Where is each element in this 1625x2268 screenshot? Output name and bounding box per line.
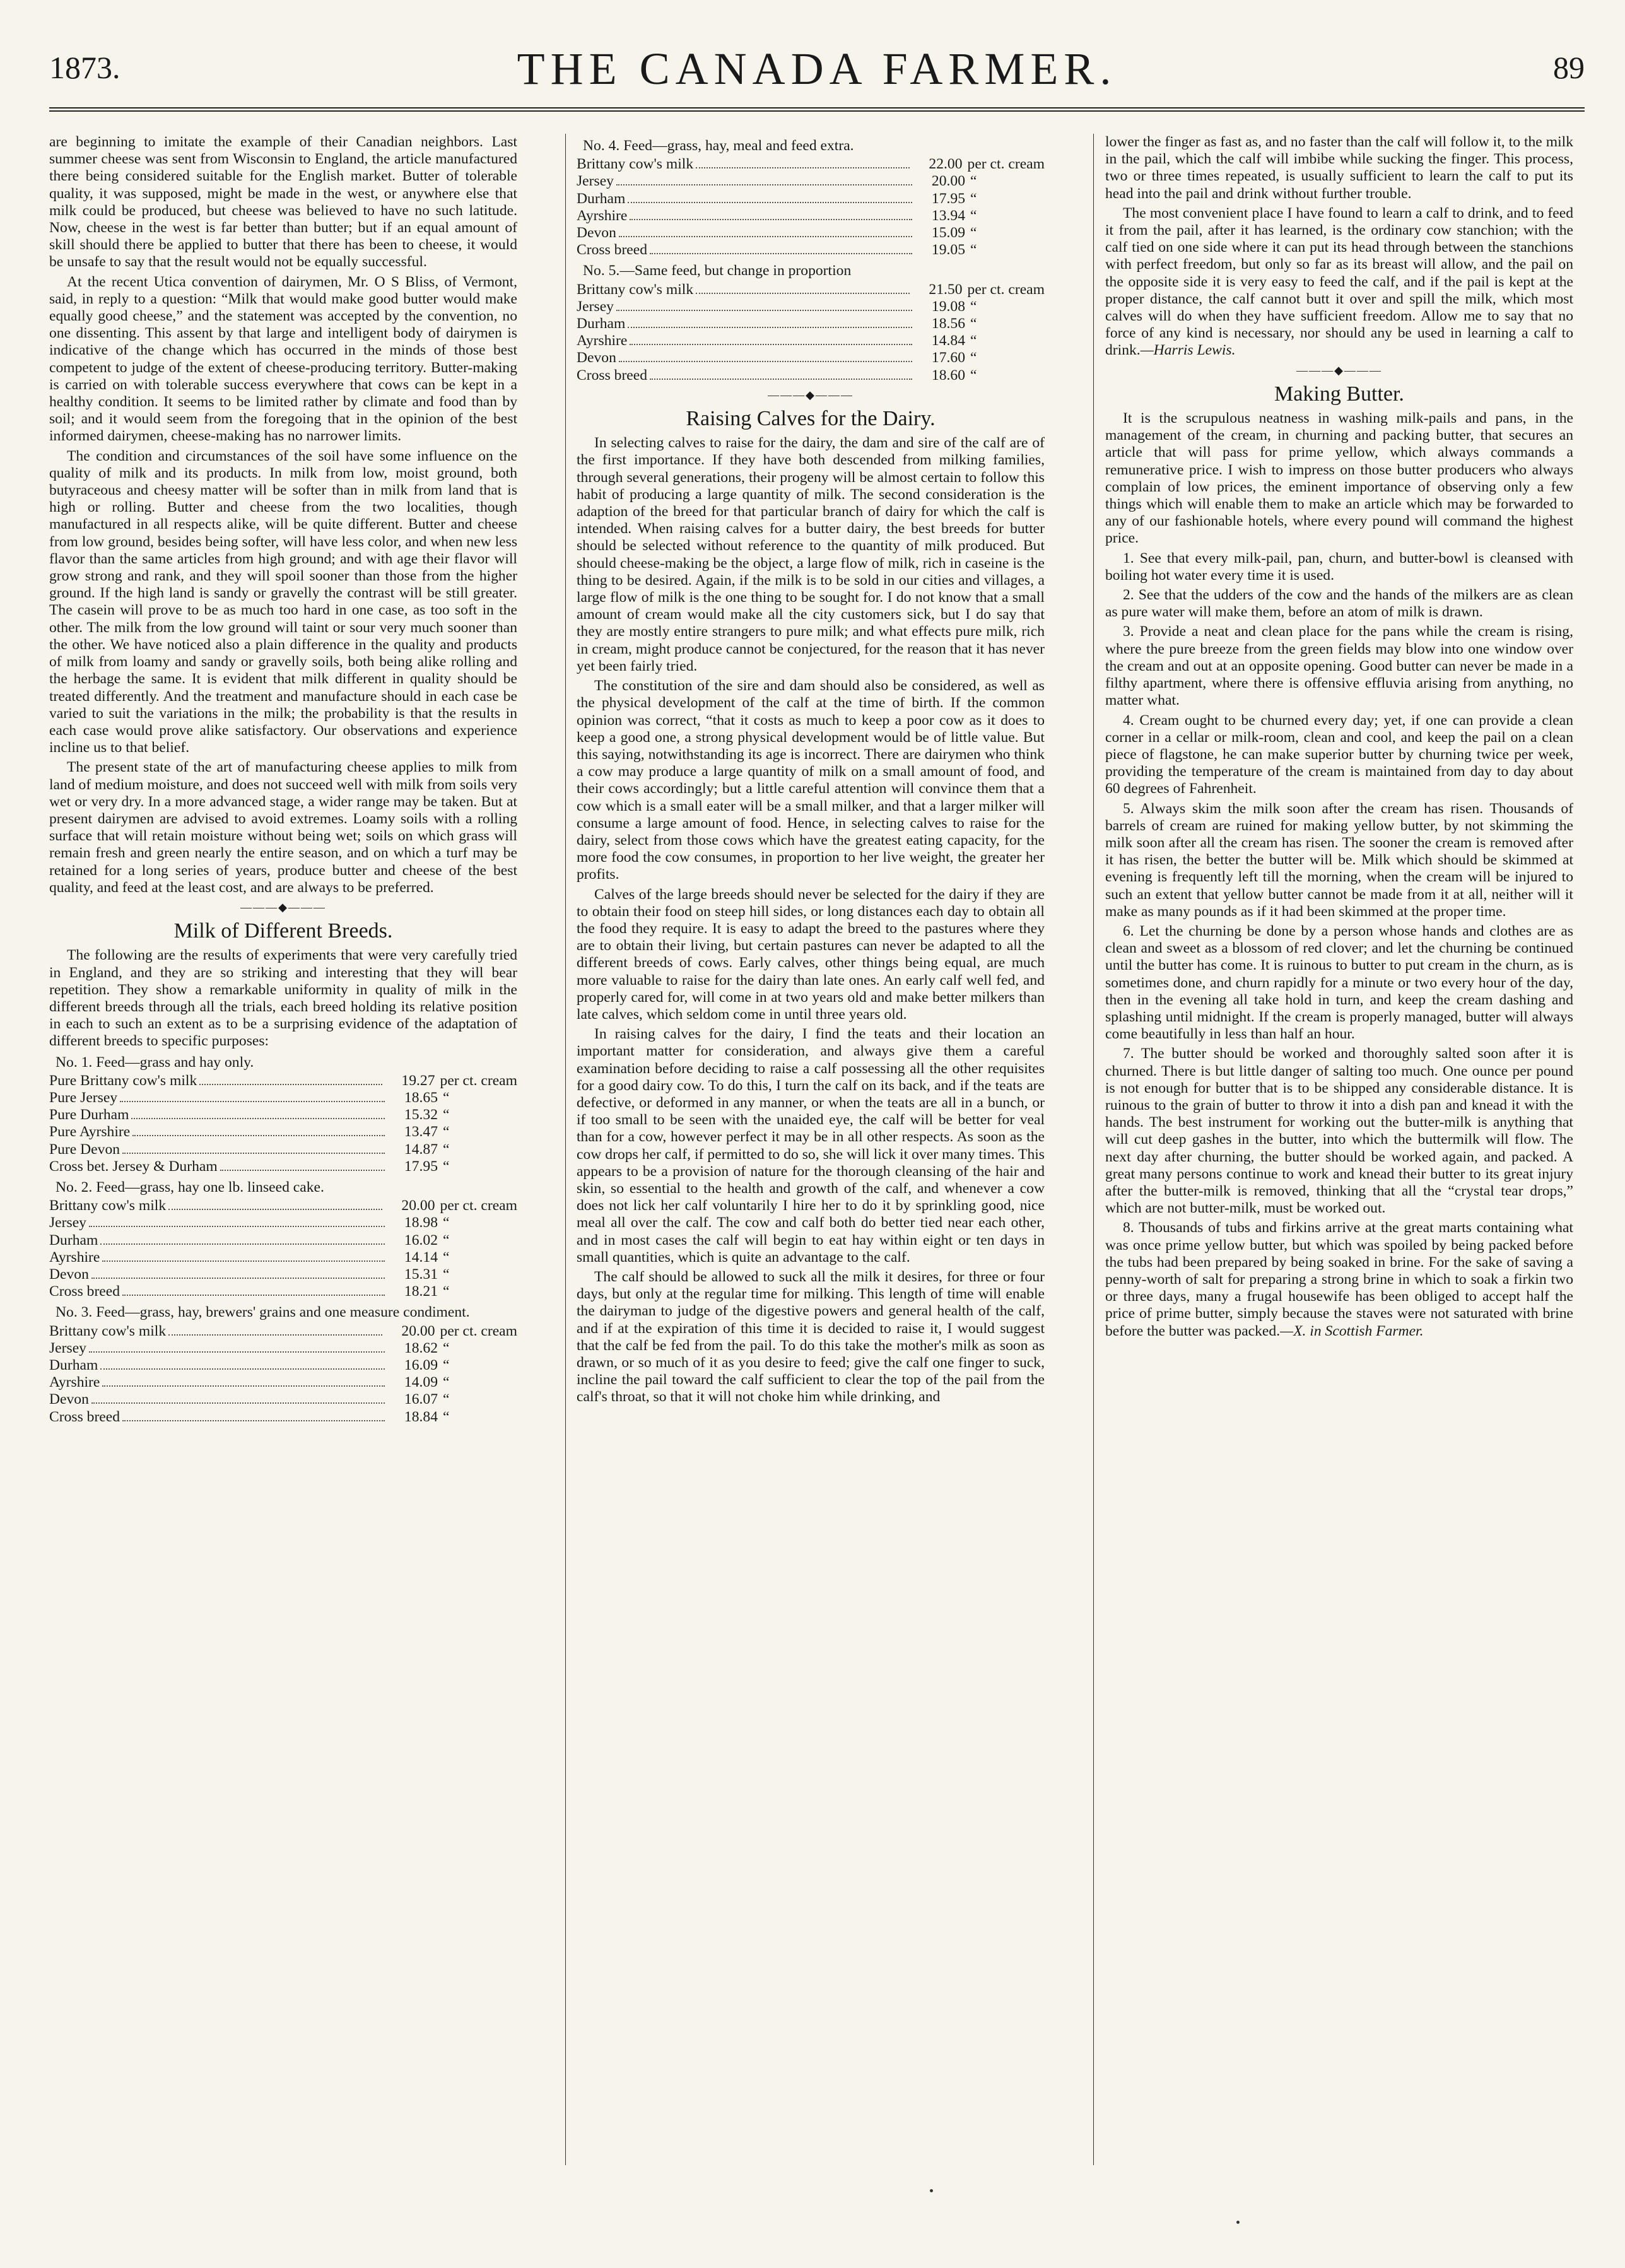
dot-leader — [628, 202, 912, 203]
breed-name: Cross breed — [577, 367, 648, 384]
dot-leader — [122, 1295, 385, 1296]
cream-percent: 15.09 — [931, 225, 965, 242]
feed-heading: No. 5.—Same feed, but change in proportion — [583, 262, 852, 279]
column-divider — [565, 134, 566, 2165]
cream-percent: 20.00 — [401, 1197, 435, 1214]
article-paragraph: The constitution of the sire and dam should also be considered, as well as the physical development of the calf at the time of birth. If the common opinion was correct, “that it costs as much to keep a poor cow as it does to keep a good one, a strong physical development would be of little value. But this saying, notwithstanding its age is incorrect. There are dairymen who think a cow may produce a large quantity of milk on a small amount of food, and their cows accordingly; but a little careful attention will convince them that a cow which is a small eater will be a small milker, and that a larger milker will consume a large amount of food. Hence, in selecting calves to raise for the dairy, select from those cows which have the greatest eating capacity, for the more food the cow consumes, in proportion to her live weight, the greater her profits. — [577, 678, 1045, 883]
cream-row — [577, 225, 1045, 242]
cream-row — [49, 1323, 517, 1340]
dot-leader — [650, 379, 912, 380]
dot-leader — [168, 1209, 382, 1210]
cream-row — [49, 1340, 517, 1357]
dot-leader — [696, 293, 909, 294]
cream-row — [49, 1391, 517, 1408]
breed-name: Jersey — [577, 173, 614, 190]
cream-unit: “ — [443, 1339, 450, 1356]
cream-percent: 18.65 — [404, 1089, 438, 1106]
print-speck — [930, 2189, 933, 2192]
breed-name: Devon — [49, 1391, 89, 1408]
breed-name: Cross breed — [577, 242, 648, 259]
section-heading-butter: Making Butter. — [1274, 382, 1404, 406]
cream-percent: 15.31 — [404, 1266, 438, 1283]
dot-leader — [122, 1153, 385, 1154]
dot-leader — [100, 1243, 385, 1245]
article-paragraph: The calf should be allowed to suck all the milk it desires, for three or four days, but only at the regular time for milking. This length of time will enable the dairyman to judge of the digestive powers and general health of the calf, and if at the expiration of this time it is decided to raise it, I would suggest that the calf be fed from the pail. To do this take the mother's milk as soon as drawn, or so much of it as you desire to feed; give the calf one finger to suck, incline the pail toward the calf sufficient to clear the top of the pail from the calf's throat, so that it will not choke him while drinking, and — [577, 1269, 1045, 1406]
breed-name: Brittany cow's milk — [49, 1322, 167, 1339]
cream-row — [49, 1197, 517, 1214]
dot-leader — [630, 219, 912, 220]
section-ornament: ———◆——— — [1296, 363, 1382, 377]
breed-name: Ayrshire — [49, 1374, 100, 1391]
cream-percent: 16.07 — [404, 1391, 438, 1408]
dot-leader — [120, 1101, 385, 1102]
feed-heading: No. 1. Feed—grass and hay only. — [56, 1054, 254, 1071]
cream-unit: “ — [443, 1391, 450, 1408]
breed-name: Pure Durham — [49, 1107, 129, 1124]
cream-tables — [577, 138, 1045, 384]
dot-leader — [220, 1170, 385, 1171]
breed-name: Cross breed — [49, 1283, 120, 1300]
breed-name: Durham — [49, 1357, 98, 1374]
breed-name: Ayrshire — [49, 1249, 100, 1266]
breed-name: Cross bet. Jersey & Durham — [49, 1158, 218, 1175]
rule-text: 8. Thousands of tubs and firkins arrive at the great marts containing what was once prime yellow butter, but which was spoiled by being packed before the tubs had been prepared by being soaked in brine. For the sake of saving a penny-worth of salt for preparing a strong brine in which to soak a firkin two or three days, many a frugal housewife has been obliged to accept half the price of prime butter, simply because the staves were not saturated with brine before the butter was packed. — [1105, 1219, 1573, 1339]
article-paragraph — [1105, 205, 1573, 360]
masthead-title: THE CANADA FARMER. — [517, 44, 1117, 94]
breed-name: Jersey — [49, 1214, 86, 1231]
cream-percent: 15.32 — [404, 1107, 438, 1124]
numbered-rule: 3. Provide a neat and clean place for the pans while the cream is rising, where the pure breeze from the green fields may blow into one window over the cream and out at an opposite opening. Good butter can never be made in a filthy apartment, where there is offensive effluvia arising from anything, no matter what. — [1105, 623, 1573, 709]
cream-row — [49, 1124, 517, 1141]
cream-row — [49, 1158, 517, 1175]
cream-unit: “ — [443, 1089, 450, 1106]
cream-row — [577, 332, 1045, 350]
cream-percent: 16.09 — [404, 1357, 438, 1374]
cream-percent: 22.00 — [929, 156, 963, 173]
cream-percent: 17.95 — [404, 1158, 438, 1175]
cream-row — [577, 281, 1045, 298]
article-paragraph: The condition and circumstances of the soil have some influence on the quality of milk and its products. In milk from low, moist ground, both butyraceous and cheesy matter will be softer than in milk from land that is high or rolling. Butter and cheese from the two localities, though manufactured in all respects alike, will be quite different. Butter and cheese from low ground, besides being softer, will have less color, and when new less flavor than the same articles from high ground; and with age their flavor will grow strong and rank, and they will spoil sooner than those from the higher ground. If the high land is sandy or gravelly the contrast will be still greater. The casein will prove to be as much too hard in one case, as too soft in the other. The milk from the low ground will taint or sour very much sooner than the other. We have noticed also a plain difference in the quality and products of milk from loamy and sandy or gravelly soils, both being alike rolling and the herbage the same. It is evident that milk different in quality should be treated differently. And the treatment and manufacture should in each case be varied to suit the variations in the milk; the probability is that the results in each case would prove alike satisfactory. Our observations and experience incline us to that belief. — [49, 447, 517, 756]
numbered-rule: 4. Cream ought to be churned every day; yet, if one can provide a clean corner in a cellar or milk-room, clean and cool, and keep the pail on a clean piece of flagstone, he can make superior butter by churning twice per week, providing the temperature of the cream is maintained from day to day about 60 degrees of Fahrenheit. — [1105, 712, 1573, 797]
dot-leader — [619, 361, 912, 362]
column-divider — [1093, 134, 1094, 2165]
cream-unit: “ — [970, 350, 977, 367]
cream-row — [49, 1141, 517, 1158]
article-paragraph: In selecting calves to raise for the dairy, the dam and sire of the calf are of the first importance. If they have both descended from milking families, through several generations, their progeny will be almost certain to follow this habit of producing a large quantity of milk. The second consideration is the adaption of the breed for that particular branch of dairy for which the calf is intended. When raising calves for a butter dairy, the best breeds for butter should be selected without reference to the quantity of milk produced. But should cheese-making be the object, a large flow of milk, rich in caseine is the thing to be desired. Again, if the milk is to be sold in our cities and villages, a large flow of milk is the one thing to be sought for. I do not know that a small amount of cream would make all the city customers sick, but I do say that they are mostly entire strangers to pure milk; and what effects pure milk, rich in cream, might produce cannot be conjectured, for the reason that it has never yet been fairly tried. — [577, 435, 1045, 674]
cream-row — [49, 1232, 517, 1249]
header-rule — [49, 107, 1585, 112]
cream-percent: 18.84 — [404, 1408, 438, 1425]
cream-row — [49, 1409, 517, 1426]
cream-row — [577, 350, 1045, 367]
breed-name: Jersey — [577, 298, 614, 315]
cream-unit: “ — [970, 367, 977, 384]
cream-row — [577, 208, 1045, 225]
breed-name: Brittany cow's milk — [577, 156, 694, 173]
cream-unit: “ — [443, 1266, 450, 1283]
numbered-rule: 6. Let the churning be done by a person whose hands and clothes are as clean and sweet as a blossom of red clover; and let the churning be continued until the butter has come. It is ruinous to butter to put cream in the churn, as is sometimes done, and churn rapidly for a minute or two every hour of the day, then in the evening all take hold in turn, and keep the cream dashing and splashing until midnight. If the cream is properly managed, butter will always come beautifully in less than half an hour. — [1105, 922, 1573, 1043]
cream-percent: 14.14 — [404, 1249, 438, 1266]
cream-row — [49, 1090, 517, 1107]
dot-leader — [131, 1118, 385, 1119]
article-paragraph: The following are the results of experiments that were very carefully tried in England, and they are so striking and interesting that they will bear repetition. They show a remarkable uniformity in quality of milk in the different breeds through all the trials, each breed holding its relative position in each to such an extent as to be a surprising evidence of the adaptation of different breeds to specific purposes: — [49, 947, 517, 1050]
cream-unit: “ — [970, 332, 977, 350]
cream-percent: 14.87 — [404, 1141, 438, 1158]
cream-unit: per ct. cream — [967, 156, 1045, 173]
cream-row — [49, 1107, 517, 1124]
column-2 — [577, 134, 1045, 1409]
section-ornament: ———◆——— — [240, 900, 326, 914]
dot-leader — [650, 253, 912, 254]
cream-unit: “ — [443, 1283, 450, 1300]
numbered-rule — [1105, 1219, 1573, 1339]
numbered-rule: 2. See that the udders of the cow and the hands of the milkers are as clean as pure water will make them, before an atom of milk is drawn. — [1105, 587, 1573, 621]
cream-percent: 13.47 — [404, 1124, 438, 1141]
cream-unit: “ — [970, 315, 977, 332]
breed-name: Cross breed — [49, 1408, 120, 1425]
column-3 — [1105, 134, 1573, 1343]
cream-row — [49, 1357, 517, 1374]
cream-row — [49, 1214, 517, 1231]
cream-unit: per ct. cream — [440, 1197, 517, 1214]
page-header — [49, 32, 1585, 105]
page-number: 89 — [1553, 50, 1585, 85]
dot-leader — [168, 1334, 382, 1336]
cream-row — [49, 1283, 517, 1300]
breed-name: Devon — [577, 225, 616, 242]
cream-percent: 18.62 — [404, 1339, 438, 1356]
feed-heading: No. 2. Feed—grass, hay one lb. linseed cake. — [56, 1178, 324, 1196]
breed-name: Ayrshire — [577, 332, 628, 350]
cream-row — [49, 1249, 517, 1266]
breed-name: Ayrshire — [577, 207, 628, 224]
dot-leader — [89, 1351, 385, 1353]
cream-row — [577, 298, 1045, 315]
dot-leader — [696, 167, 909, 168]
cream-percent: 20.00 — [401, 1322, 435, 1339]
cream-percent: 14.09 — [404, 1374, 438, 1391]
cream-row — [577, 191, 1045, 208]
cream-unit: “ — [443, 1158, 450, 1175]
cream-percent: 17.60 — [931, 350, 965, 367]
cream-unit: “ — [443, 1107, 450, 1124]
cream-percent: 19.05 — [931, 242, 965, 259]
cream-unit: “ — [443, 1374, 450, 1391]
breed-name: Pure Ayrshire — [49, 1124, 131, 1141]
cream-unit: “ — [443, 1408, 450, 1425]
dot-leader — [102, 1260, 385, 1262]
author-signature: —X. in Scottish Farmer. — [1280, 1322, 1424, 1339]
cream-percent: 19.08 — [931, 298, 965, 315]
article-paragraph: Calves of the large breeds should never be selected for the dairy if they are to obtain their food on steep hill sides, or long distances each day to obtain all the food they require. It is easy to adapt the breed to the pastures where they are to obtain their living, but certain pastures can never be adapted to all the different breeds of cows. Early calves, other things being equal, are much more valuable to raise for the dairy than late ones. An early calf well fed, and properly cared for, will come in at two years old and make better milkers than late calves, which seldom come in until three years old. — [577, 886, 1045, 1023]
cream-percent: 14.84 — [931, 332, 965, 350]
cream-percent: 21.50 — [929, 281, 963, 298]
cream-unit: “ — [443, 1141, 450, 1158]
cream-row — [577, 315, 1045, 332]
dot-leader — [122, 1420, 385, 1421]
numbered-rule: 5. Always skim the milk soon after the cream has risen. Thousands of barrels of cream are ruined for making yellow butter, by not skimming the milk soon after all the cream has risen. The sooner the cream is removed after it has risen, the better the butter will be. Milk which should be skimmed at evening is frequently left till the morning, when the cream will be injured to such an extent that yellow butter cannot be made from it at all, neither will it make as many pounds as if it had been skimmed at the proper time. — [1105, 800, 1573, 920]
feed-heading: No. 3. Feed—grass, hay, brewers' grains and one measure condiment. — [56, 1304, 470, 1321]
cream-unit: “ — [970, 190, 977, 207]
cream-unit: “ — [970, 298, 977, 315]
article-paragraph: are beginning to imitate the example of their Canadian neighbors. Last summer cheese was sent from Wisconsin to England, the article manufactured there being considered suitable for the English market. Butter of tolerable quality, it was supposed, might be made in the west, or anywhere else that milk could be produced, but cheese was believed to have no such latitude. Now, cheese in the west is far better than butter; but if an equal amount of skill should there be applied to butter that there has been to cheese, it would be unsafe to say that the result would not be equally successful. — [49, 134, 517, 271]
cream-percent: 19.27 — [401, 1072, 435, 1089]
paragraph-text: The most convenient place I have found to learn a calf to drink, and to feed it from the pail, after it has learned, is the ordinary cow stanchion; with the calf tied on one side where it can put its head through between the stanchions with perfect freedom, but only so far as its breast will allow, and the pail on the opposite side it is very easy to feed the calf, and if the pail is kept at the proper distance, the calf cannot butt it over and spill the milk, which most calves will do when they have sufficient freedom. Allow me to say that no force of any kind is necessary, nor should any be used in learning a calf to drink. — [1105, 204, 1573, 359]
numbered-rule: 7. The butter should be worked and thoroughly salted soon after it is churned. There is but little danger of salting too much. One ounce per pound is not enough for butter that is to be shipped any considerable distance. It is ruinous to the grain of butter to throw it into a dish pan and knead it with the hands. The best instrument for working out the butter-milk is anything that will cut deep gashes in the butter, into which the buttermilk will flow. The next day after churning, the butter should be worked again, and packed. A great many persons continue to work and knead their butter to its great injury after the butter-milk is removed, thinking that all the “crystal tear drops,” which are not butter-milk, must be worked out. — [1105, 1045, 1573, 1217]
dot-leader — [91, 1278, 385, 1279]
header-year: 1873. — [49, 50, 120, 85]
cream-unit: “ — [443, 1214, 450, 1231]
cream-row — [577, 156, 1045, 173]
breed-name: Devon — [577, 350, 616, 367]
cream-row — [49, 1072, 517, 1090]
article-paragraph: The present state of the art of manufacturing cheese applies to milk from land of medium moisture, and does not succeed well with milk from soils very wet or very dry. In a more advanced stage, a wider range may be taken. But at present dairymen are advised to avoid extremes. Loamy soils with a rolling surface that will retain moisture without being wet; soils on which grass will remain fresh and green nearly the entire season, and on which a turf may be retained for a long series of years, produce butter and cheese of the best quality, and feed at the least cost, and are always to be preferred. — [49, 759, 517, 896]
section-heading-calves: Raising Calves for the Dairy. — [686, 407, 936, 431]
cream-unit: “ — [970, 173, 977, 190]
cream-percent: 20.00 — [931, 173, 965, 190]
cream-unit: “ — [970, 242, 977, 259]
breed-name: Durham — [577, 190, 626, 207]
cream-unit: per ct. cream — [440, 1072, 517, 1089]
breed-name: Pure Jersey — [49, 1089, 118, 1106]
cream-unit: “ — [443, 1124, 450, 1141]
breed-name: Jersey — [49, 1339, 86, 1356]
cream-percent: 18.56 — [931, 315, 965, 332]
cream-unit: “ — [443, 1249, 450, 1266]
article-paragraph: lower the finger as fast as, and no faster than the calf will follow it, to the milk in the pail, which the calf will imbibe while sucking the finger. This process, two or three times repeated, is usually sufficient to learn the calf to put its head into the pail and drink without further trouble. — [1105, 134, 1573, 202]
feed-heading: No. 4. Feed—grass, hay, meal and feed extra. — [583, 138, 854, 154]
numbered-rule: 1. See that every milk-pail, pan, churn, and butter-bowl is cleansed with boiling hot water every time it is used. — [1105, 549, 1573, 584]
cream-tables — [49, 1054, 517, 1426]
cream-row — [49, 1374, 517, 1391]
print-speck — [1236, 2221, 1240, 2224]
dot-leader — [628, 327, 912, 328]
cream-unit: “ — [443, 1231, 450, 1249]
cream-row — [49, 1266, 517, 1283]
section-heading-milk: Milk of Different Breeds. — [173, 919, 393, 943]
cream-unit: “ — [443, 1357, 450, 1374]
cream-percent: 17.95 — [931, 190, 965, 207]
article-paragraph: It is the scrupulous neatness in washing milk-pails and pans, in the management of the cream, in churning and packing butter, that secures an article that will pass for prime yellow, which always commands a remunerative price. I wish to impress on those butter producers who always complain of low prices, the eminent importance of observing only a few things which will enable them to make an article which may be forwarded to any of our fashionable hotels, where every pound will command the highest price. — [1105, 410, 1573, 547]
section-ornament: ———◆——— — [768, 388, 854, 401]
breed-name: Durham — [577, 315, 626, 332]
breed-name: Pure Devon — [49, 1141, 120, 1158]
dot-leader — [132, 1135, 385, 1136]
dot-leader — [91, 1402, 385, 1404]
cream-unit: “ — [970, 225, 977, 242]
breed-name: Brittany cow's milk — [577, 281, 694, 298]
cream-percent: 18.98 — [404, 1214, 438, 1231]
cream-percent: 13.94 — [931, 207, 965, 224]
cream-unit: per ct. cream — [440, 1322, 517, 1339]
article-paragraph: In raising calves for the dairy, I find the teats and their location an important matter for consideration, and always give them a careful examination before deciding to raise a calf possessing all the other requisites for a good dairy cow. To do this, I turn the calf on its back, and if the teats are defective, or deformed in any manner, or when the teats are all in a bunch, or if too small to be seen with the unaided eye, the calf will be better for veal than for a cow, however perfect it may be in all other respects. As soon as the cow drops her calf, if permitted to do so, she will lick it over many times. This appears to be a provision of nature for the thorough cleansing of the hair and skin, so essential to the health and growth of the calf, and whenever a cow does not lick her calf voluntarily I hire her to do it by sprinkling good, nice meal all over the calf. The cow and calf both do better tied near each other, and in most cases the calf will begin to eat hay within eight or ten days in small quantities, which is quite an advantage to the calf. — [577, 1026, 1045, 1266]
author-signature: —Harris Lewis. — [1140, 342, 1236, 359]
dot-leader — [100, 1368, 385, 1370]
dot-leader — [616, 310, 912, 311]
dot-leader — [102, 1385, 385, 1387]
breed-name: Pure Brittany cow's milk — [49, 1072, 197, 1089]
cream-unit: per ct. cream — [967, 281, 1045, 298]
cream-percent: 18.21 — [404, 1283, 438, 1300]
cream-row — [577, 173, 1045, 190]
dot-leader — [619, 236, 912, 237]
dot-leader — [616, 184, 912, 185]
dot-leader — [89, 1226, 385, 1227]
dot-leader — [199, 1084, 382, 1085]
breed-name: Durham — [49, 1231, 98, 1249]
column-1 — [49, 134, 517, 1426]
cream-unit: “ — [970, 207, 977, 224]
article-paragraph: At the recent Utica convention of dairymen, Mr. O S Bliss, of Vermont, said, in reply to a question: “Milk that would make good butter would make equally good cheese,” and the statement was accepted by the convention, no one dissenting. This assent by that large and intelligent body of dairymen is indicative of the change which has occurred in the minds of those best competent to judge of the extent of cheese-producing territory. Butter-making is carried on with tolerable success everywhere that cows can be kept in a healthy condition. It seems to be limited rather by climate and food than by soil; and it would seem from the foregoing that in the opinion of the best informed dairymen, cheese-making has no narrower limits. — [49, 273, 517, 445]
cream-percent: 16.02 — [404, 1231, 438, 1249]
dot-leader — [630, 344, 912, 345]
cream-row — [577, 367, 1045, 384]
breed-name: Brittany cow's milk — [49, 1197, 167, 1214]
cream-percent: 18.60 — [931, 367, 965, 384]
breed-name: Devon — [49, 1266, 89, 1283]
cream-row — [577, 242, 1045, 259]
